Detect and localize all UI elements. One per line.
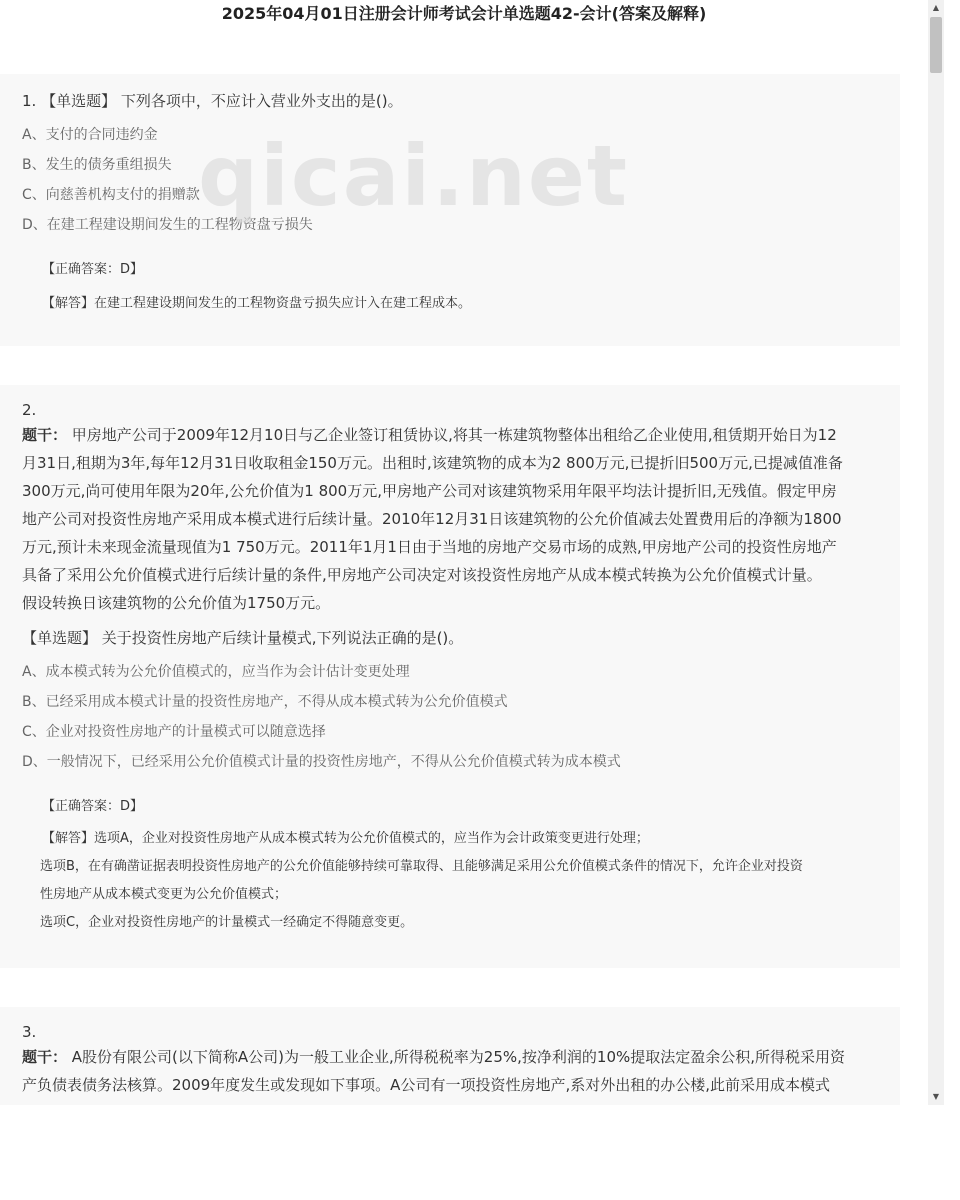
question-prompt: 关于投资性房地产后续计量模式,下列说法正确的是()。 [101,629,464,647]
scroll-thumb[interactable] [930,17,942,73]
question-prompt: 下列各项中，不应计入营业外支出的是()。 [120,92,403,110]
question-card-3 [0,1007,900,1105]
option-a: A、支付的合同违约金 [22,127,158,143]
stem-line: 甲房地产公司于2009年12月10日与乙企业签订租赁协议,将其一栋建筑物整体出租给乙企业使用,租赁期开始日为12 [71,426,837,444]
correct-answer: 【正确答案：D】 [42,262,144,277]
question-type: 【单选题】 [22,629,98,647]
question-card-1 [0,74,900,346]
explanation-line: 选项B，在有确凿证据表明投资性房地产的公允价值能够持续可靠取得、且能够满足采用公允价值模式条件的情况下，允许企业对投资 [40,859,803,874]
stem-label: 题干： [22,426,68,444]
stem-line: 300万元,尚可使用年限为20年,公允价值为1 800万元,甲房地产公司对该建筑物采用年限平均法计提折旧,无残值。假定甲房 [22,482,837,500]
correct-answer: 【正确答案：D】 [42,799,144,814]
explanation-line: 选项C，企业对投资性房地产的计量模式一经确定不得随意变更。 [40,915,414,930]
scroll-up-icon[interactable]: ▲ [932,3,940,12]
question-type: 【单选题】 [41,92,117,110]
option-d: D、在建工程建设期间发生的工程物资盘亏损失 [22,217,313,233]
page-title: 2025年04月01日注册会计师考试会计单选题42-会计(答案及解释) [221,4,707,23]
question-heading [22,627,878,649]
vertical-scrollbar[interactable] [928,0,944,1105]
question-heading [22,90,878,112]
stem-line: 月31日,租期为3年,每年12月31日收取租金150万元。出租时,该建筑物的成本为2 800万元,已提折旧500万元,已提减值准备 [22,454,843,472]
scroll-down-icon[interactable]: ▼ [932,1092,940,1101]
option-b: B、发生的债务重组损失 [22,157,172,173]
stem-label: 题干： [22,1048,68,1066]
question-number: 3. [22,1023,37,1041]
question-card-2 [0,385,900,968]
option-d: D、一般情况下，已经采用公允价值模式计量的投资性房地产，不得从公允价值模式转为成本模式 [22,754,621,770]
stem-line: A股份有限公司(以下简称A公司)为一般工业企业,所得税税率为25%,按净利润的10%提取法定盈余公积,所得税采用资 [71,1048,846,1066]
explanation-line: 【解答】选项A，企业对投资性房地产从成本模式转为公允价值模式的，应当作为会计政策变更进行处理； [42,831,649,846]
stem-line: 假设转换日该建筑物的公允价值为1750万元。 [22,594,331,612]
stem-line: 产负债表债务法核算。2009年度发生或发现如下事项。A公司有一项投资性房地产,系对外出租的办公楼,此前采用成本模式 [22,1076,830,1094]
watermark: qicai.net [198,127,630,225]
stem-line: 万元,预计未来现金流量现值为1 750万元。2011年1月1日由于当地的房地产交易市场的成熟,甲房地产公司的投资性房地产 [22,538,837,556]
stem-line: 具备了采用公允价值模式进行后续计量的条件,甲房地产公司决定对该投资性房地产从成本模式转换为公允价值模式计量。 [22,566,822,584]
stem-line: 地产公司对投资性房地产采用成本模式进行后续计量。2010年12月31日该建筑物的公允价值减去处置费用后的净额为1800 [22,510,842,528]
explanation-line: 性房地产从成本模式变更为公允价值模式； [40,887,288,902]
option-c: C、向慈善机构支付的捐赠款 [22,187,200,203]
option-c: C、企业对投资性房地产的计量模式可以随意选择 [22,724,326,740]
option-list [22,657,878,777]
question-number: 2. [22,401,37,419]
question-stem [22,421,878,617]
explanation: 【解答】在建工程建设期间发生的工程物资盘亏损失应计入在建工程成本。 [42,296,472,311]
question-number: 1. [22,92,37,110]
question-stem [22,1043,878,1099]
explanation [22,825,878,937]
option-b: B、已经采用成本模式计量的投资性房地产，不得从成本模式转为公允价值模式 [22,694,508,710]
option-a: A、成本模式转为公允价值模式的，应当作为会计估计变更处理 [22,664,410,680]
option-list [22,120,878,240]
